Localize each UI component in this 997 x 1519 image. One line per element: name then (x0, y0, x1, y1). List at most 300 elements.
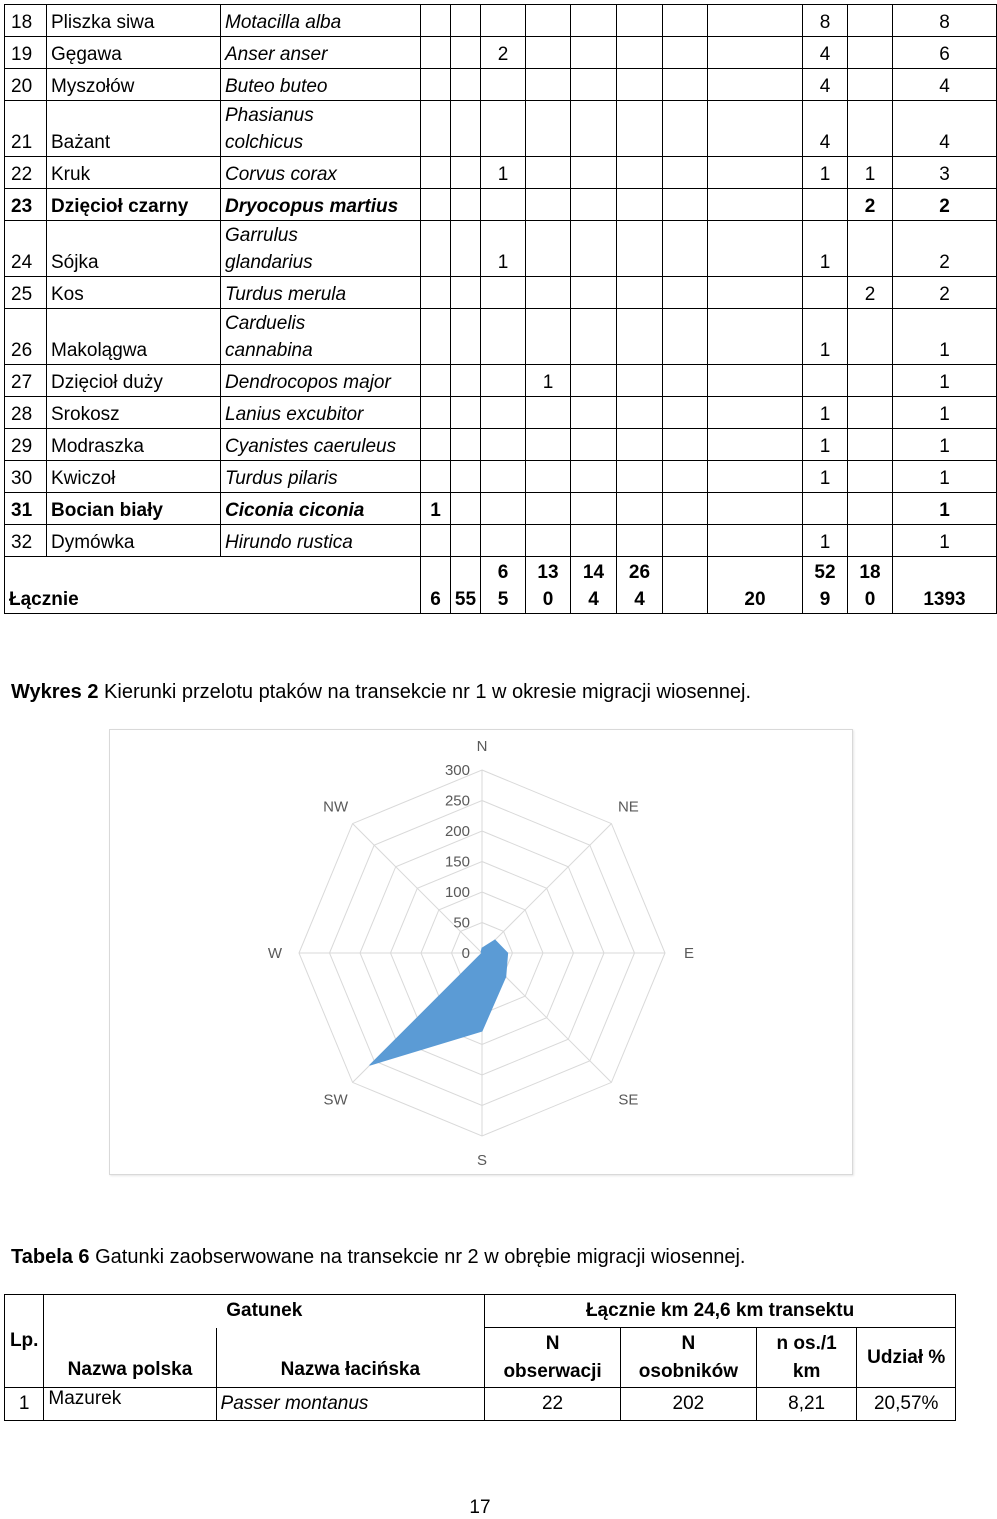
table-row (5, 429, 997, 461)
row-count-cell (663, 397, 708, 429)
row-count-cell (571, 37, 617, 69)
row-count-cell (663, 189, 708, 221)
row-nazwa-polska: Gęgawa (47, 37, 221, 69)
row-count-cell (708, 525, 803, 557)
row-count-cell (421, 525, 451, 557)
row-n-osobnikow: 202 (620, 1388, 756, 1421)
row-lp: 1 (5, 1388, 44, 1421)
n-osobnikow-l2: osobników (638, 1360, 739, 1382)
latin-name-line: Buteo buteo (225, 76, 328, 97)
row-count-cell (848, 429, 893, 461)
row-count-cell (481, 525, 526, 557)
row-count-cell: 8 (893, 5, 997, 37)
gatunek-header: Gatunek (44, 1295, 485, 1328)
row-count-cell (421, 189, 451, 221)
row-count-cell (451, 37, 481, 69)
n-per-km-header (756, 1328, 857, 1388)
radial-tick-label: 300 (444, 762, 470, 779)
row-count-cell: 8 (803, 5, 848, 37)
row-count-cell: 1 (893, 365, 997, 397)
row-count-cell: 1 (893, 461, 997, 493)
radial-tick-label: 50 (453, 914, 470, 932)
nazwa-polska-header: Nazwa polska (44, 1328, 216, 1388)
row-count-cell (421, 365, 451, 397)
row-count-cell (421, 157, 451, 189)
row-count-cell (663, 5, 708, 37)
latin-name-line: Dryocopus martius (225, 196, 399, 217)
row-count-cell (617, 189, 663, 221)
row-count-cell (708, 277, 803, 309)
row-count-cell: 2 (481, 37, 526, 69)
row-lp: 21 (5, 101, 47, 157)
row-count-cell (617, 429, 663, 461)
row-count-cell (571, 525, 617, 557)
row-n-per-km: 8,21 (756, 1388, 857, 1421)
direction-label: N (476, 738, 488, 755)
row-count-cell (451, 365, 481, 397)
total-count-line: 0 (864, 589, 876, 610)
grid-spoke (482, 824, 611, 953)
row-nazwa-lacinska (221, 525, 421, 557)
radial-tick-label: 200 (444, 823, 470, 840)
row-count-cell (803, 493, 848, 525)
row-nazwa-lacinska (221, 221, 421, 277)
table-row (5, 5, 997, 37)
row-count-cell (617, 525, 663, 557)
row-count-cell: 1 (803, 397, 848, 429)
row-count-cell (708, 429, 803, 461)
row-count-cell (708, 69, 803, 101)
row-count-cell (571, 221, 617, 277)
latin-name-line: Carduelis (225, 313, 306, 334)
udzial-header: Udział % (857, 1328, 956, 1388)
row-count-cell: 1 (893, 493, 997, 525)
total-count-line: 4 (634, 589, 645, 610)
table-row (5, 277, 997, 309)
row-count-cell: 1 (803, 221, 848, 277)
row-count-cell: 1 (893, 525, 997, 557)
total-count-line: 4 (588, 589, 599, 610)
row-count-cell (848, 5, 893, 37)
row-nazwa-polska: Bażant (47, 101, 221, 157)
total-count-line: 13 (537, 562, 559, 583)
row-lp: 32 (5, 525, 47, 557)
row-nazwa-polska: Kruk (47, 157, 221, 189)
direction-label: E (683, 945, 695, 962)
row-count-cell: 1 (803, 525, 848, 557)
table-row (5, 525, 997, 557)
latin-name-line: Garrulus (225, 225, 298, 246)
row-count-cell (421, 461, 451, 493)
data-point (481, 952, 482, 953)
row-count-cell: 4 (803, 101, 848, 157)
row-count-cell: 1 (481, 221, 526, 277)
row-count-cell (451, 277, 481, 309)
table-row (5, 397, 997, 429)
row-count-cell: 3 (893, 157, 997, 189)
row-lp: 22 (5, 157, 47, 189)
table-row (5, 101, 997, 157)
total-count-line: 55 (454, 589, 477, 610)
row-count-cell (526, 493, 571, 525)
latin-name-line: Corvus corax (225, 164, 337, 185)
row-count-cell (617, 5, 663, 37)
row-count-cell (571, 397, 617, 429)
nazwa-lacinska-header: Nazwa łacińska (216, 1328, 485, 1388)
lp-header: Lp. (5, 1295, 44, 1388)
table-row (5, 493, 997, 525)
row-count-cell (451, 221, 481, 277)
row-count-cell (571, 157, 617, 189)
row-count-cell (848, 221, 893, 277)
table2-subheader-row (5, 1328, 956, 1388)
row-count-cell: 4 (893, 69, 997, 101)
row-count-cell (421, 397, 451, 429)
row-count-cell: 1 (803, 157, 848, 189)
data-point (482, 1031, 483, 1032)
row-count-cell (571, 309, 617, 365)
row-count-cell (848, 37, 893, 69)
row-count-cell (803, 277, 848, 309)
total-count-cell (893, 557, 997, 614)
row-count-cell (708, 5, 803, 37)
row-count-cell (421, 309, 451, 365)
latin-name-line: Hirundo rustica (225, 532, 353, 553)
row-nazwa-polska: Sójka (47, 221, 221, 277)
row-count-cell (617, 493, 663, 525)
row-count-cell (571, 101, 617, 157)
table-caption-text: Gatunki zaobserwowane na transekcie nr 2 w obrębie migracji wiosennej. (89, 1246, 746, 1268)
row-nazwa-polska: Modraszka (47, 429, 221, 461)
row-count-cell: 2 (893, 221, 997, 277)
row-count-cell (526, 429, 571, 461)
row-count-cell (848, 365, 893, 397)
latin-name-line: Dendrocopos major (225, 372, 391, 393)
radar-chart-svg (110, 730, 852, 1174)
latin-name-line: colchicus (225, 132, 304, 153)
row-count-cell: 6 (893, 37, 997, 69)
data-point (505, 976, 506, 977)
total-count-cell (803, 557, 848, 614)
row-nazwa-lacinska (221, 309, 421, 365)
row-count-cell: 1 (803, 461, 848, 493)
row-count-cell (708, 365, 803, 397)
row-count-cell (451, 461, 481, 493)
row-count-cell (803, 189, 848, 221)
row-count-cell (526, 309, 571, 365)
species-table-body (5, 5, 997, 614)
row-count-cell (571, 493, 617, 525)
row-count-cell: 2 (848, 189, 893, 221)
chart-caption (11, 681, 751, 704)
n-osobnikow-l1: N (681, 1332, 696, 1354)
table-caption-prefix: Tabela 6 (11, 1246, 90, 1268)
row-count-cell (663, 309, 708, 365)
row-count-cell (708, 189, 803, 221)
row-lp: 31 (5, 493, 47, 525)
table-row (5, 1388, 956, 1421)
row-count-cell (663, 221, 708, 277)
row-lp: 28 (5, 397, 47, 429)
row-count-cell (617, 397, 663, 429)
row-lp: 29 (5, 429, 47, 461)
total-count-line: 1393 (923, 589, 966, 610)
row-count-cell (481, 277, 526, 309)
row-count-cell (451, 525, 481, 557)
row-count-cell (803, 365, 848, 397)
row-count-cell (663, 493, 708, 525)
row-count-cell: 4 (893, 101, 997, 157)
total-row (5, 557, 997, 614)
row-count-cell (617, 69, 663, 101)
direction-label: SW (323, 1091, 348, 1109)
row-lp: 26 (5, 309, 47, 365)
row-nazwa-polska: Pliszka siwa (47, 5, 221, 37)
lacznie-header: Łącznie km 24,6 km transektu (485, 1295, 956, 1328)
row-udzial: 20,57% (857, 1388, 956, 1421)
row-count-cell (421, 37, 451, 69)
row-count-cell (617, 365, 663, 397)
row-count-cell (663, 461, 708, 493)
row-lp: 20 (5, 69, 47, 101)
row-count-cell (617, 157, 663, 189)
row-count-cell (481, 461, 526, 493)
total-count-line: 26 (628, 562, 651, 583)
row-count-cell: 1 (893, 429, 997, 461)
row-count-cell (481, 493, 526, 525)
total-count-cell (451, 557, 481, 614)
row-lp: 25 (5, 277, 47, 309)
row-count-cell (663, 101, 708, 157)
row-count-cell: 2 (848, 277, 893, 309)
n-per-km-l2: km (792, 1360, 821, 1382)
direction-label: NW (323, 798, 349, 816)
latin-name-line: Anser anser (225, 44, 328, 65)
row-count-cell (848, 525, 893, 557)
page-number: 17 (469, 1497, 491, 1518)
row-nazwa-lacinska (221, 277, 421, 309)
row-count-cell (708, 157, 803, 189)
row-count-cell: 1 (803, 309, 848, 365)
row-count-cell (571, 277, 617, 309)
row-count-cell (526, 397, 571, 429)
row-count-cell (481, 189, 526, 221)
chart-caption-text: Kierunki przelotu ptaków na transekcie nr 1 w okresie migracji wiosennej. (98, 681, 752, 703)
row-count-cell: 4 (803, 69, 848, 101)
row-count-cell (526, 525, 571, 557)
n-per-km-l1: n os./1 (776, 1332, 837, 1354)
table-row (5, 365, 997, 397)
row-count-cell (617, 101, 663, 157)
row-nazwa-polska: Mazurek (44, 1388, 216, 1421)
row-count-cell (848, 493, 893, 525)
table-row (5, 157, 997, 189)
row-count-cell: 1 (526, 365, 571, 397)
data-point (482, 948, 483, 949)
row-count-cell (451, 157, 481, 189)
total-count-line: 0 (542, 589, 554, 610)
row-count-cell (708, 493, 803, 525)
total-count-cell (617, 557, 663, 614)
row-lp: 18 (5, 5, 47, 37)
row-nazwa-polska: Dzięcioł duży (47, 365, 221, 397)
row-count-cell: 1 (421, 493, 451, 525)
latin-name-line: Phasianus (225, 105, 314, 126)
row-count-cell (451, 493, 481, 525)
row-count-cell: 1 (848, 157, 893, 189)
row-lp: 19 (5, 37, 47, 69)
data-point (482, 953, 483, 954)
data-point (494, 940, 495, 941)
radial-tick-label: 0 (461, 945, 470, 962)
table-row (5, 69, 997, 101)
row-count-cell (617, 221, 663, 277)
total-count-cell (663, 557, 708, 614)
row-count-cell (571, 5, 617, 37)
row-count-cell: 1 (481, 157, 526, 189)
row-nazwa-lacinska (221, 461, 421, 493)
row-count-cell: 1 (803, 429, 848, 461)
n-obserwacji-header (485, 1328, 621, 1388)
row-nazwa-lacinska: Passer montanus (216, 1388, 485, 1421)
row-count-cell (526, 5, 571, 37)
total-count-cell (421, 557, 451, 614)
latin-name-line: Ciconia ciconia (225, 500, 365, 521)
latin-name-line: cannabina (225, 340, 313, 361)
transect-2-table (4, 1294, 956, 1421)
total-count-line: 14 (582, 562, 605, 583)
total-count-line: 52 (814, 562, 836, 583)
radial-tick-label: 250 (444, 792, 470, 810)
row-count-cell (617, 461, 663, 493)
row-nazwa-lacinska (221, 69, 421, 101)
row-count-cell (421, 221, 451, 277)
total-count-cell (708, 557, 803, 614)
row-count-cell (848, 397, 893, 429)
row-nazwa-polska: Kos (47, 277, 221, 309)
table-row (5, 37, 997, 69)
total-count-line: 20 (744, 589, 766, 610)
row-count-cell (481, 397, 526, 429)
row-nazwa-polska: Myszołów (47, 69, 221, 101)
latin-name-line: glandarius (225, 252, 313, 273)
row-n-obserwacji: 22 (485, 1388, 621, 1421)
row-count-cell: 2 (893, 277, 997, 309)
row-count-cell (663, 429, 708, 461)
row-nazwa-lacinska (221, 37, 421, 69)
direction-label: NE (617, 798, 639, 816)
n-obserwacji-l2: obserwacji (503, 1360, 602, 1382)
row-count-cell (451, 101, 481, 157)
row-nazwa-lacinska (221, 493, 421, 525)
data-point (369, 1065, 370, 1066)
row-count-cell (848, 461, 893, 493)
row-count-cell (421, 429, 451, 461)
row-count-cell (663, 37, 708, 69)
latin-name-line: Turdus pilaris (225, 468, 338, 489)
row-count-cell (451, 397, 481, 429)
row-count-cell (617, 37, 663, 69)
row-count-cell: 2 (893, 189, 997, 221)
row-count-cell (571, 189, 617, 221)
row-nazwa-lacinska (221, 397, 421, 429)
row-count-cell (451, 429, 481, 461)
row-count-cell (421, 277, 451, 309)
row-count-cell (663, 277, 708, 309)
row-nazwa-lacinska (221, 157, 421, 189)
table2-header-row (5, 1295, 956, 1328)
total-count-cell (481, 557, 526, 614)
row-count-cell (526, 69, 571, 101)
row-count-cell (663, 365, 708, 397)
n-osobnikow-header (620, 1328, 756, 1388)
table-row (5, 309, 997, 365)
row-count-cell (848, 101, 893, 157)
row-count-cell (451, 5, 481, 37)
row-nazwa-polska: Dzięcioł czarny (47, 189, 221, 221)
row-count-cell (617, 277, 663, 309)
species-table (4, 4, 997, 614)
row-count-cell (421, 69, 451, 101)
data-series-area (370, 940, 508, 1065)
direction-label: W (267, 945, 283, 962)
row-count-cell: 1 (893, 309, 997, 365)
row-count-cell (481, 5, 526, 37)
row-count-cell (848, 69, 893, 101)
row-nazwa-polska: Kwiczoł (47, 461, 221, 493)
radial-tick-label: 100 (444, 884, 470, 901)
latin-name-line: Lanius excubitor (225, 404, 364, 425)
row-count-cell (708, 397, 803, 429)
row-count-cell (571, 429, 617, 461)
row-nazwa-lacinska (221, 5, 421, 37)
row-count-cell (526, 37, 571, 69)
row-count-cell (526, 461, 571, 493)
total-count-cell (848, 557, 893, 614)
total-count-line: 5 (497, 589, 509, 610)
radar-chart (109, 729, 853, 1175)
row-lp: 27 (5, 365, 47, 397)
total-label: Łącznie (5, 557, 421, 614)
row-count-cell (421, 101, 451, 157)
row-count-cell (481, 365, 526, 397)
row-nazwa-lacinska (221, 365, 421, 397)
row-lp: 24 (5, 221, 47, 277)
row-count-cell (481, 69, 526, 101)
row-count-cell (481, 429, 526, 461)
row-nazwa-lacinska (221, 101, 421, 157)
row-lp: 30 (5, 461, 47, 493)
row-nazwa-polska: Makolągwa (47, 309, 221, 365)
row-count-cell: 4 (803, 37, 848, 69)
row-nazwa-lacinska (221, 429, 421, 461)
row-count-cell (663, 525, 708, 557)
row-count-cell (481, 309, 526, 365)
row-count-cell (571, 365, 617, 397)
chart-caption-prefix: Wykres 2 (11, 681, 99, 703)
row-nazwa-lacinska (221, 189, 421, 221)
row-count-cell (526, 157, 571, 189)
row-count-cell (571, 461, 617, 493)
row-nazwa-polska: Srokosz (47, 397, 221, 429)
row-count-cell (451, 69, 481, 101)
total-count-line: 6 (430, 589, 441, 610)
row-count-cell: 1 (893, 397, 997, 429)
row-count-cell (571, 69, 617, 101)
latin-name-line: Motacilla alba (225, 12, 342, 33)
direction-label: SE (618, 1091, 639, 1109)
row-count-cell (848, 309, 893, 365)
